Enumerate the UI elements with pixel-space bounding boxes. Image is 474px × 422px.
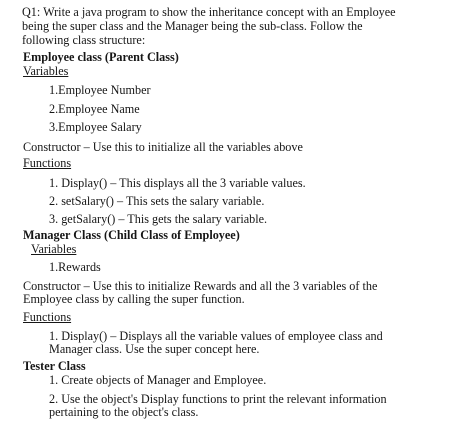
employee-constructor-text: Constructor – Use this to initialize all the variables above xyxy=(23,140,303,154)
manager-variables-label: Variables xyxy=(31,242,77,256)
manager-class-heading: Manager Class (Child Class of Employee) xyxy=(23,228,240,242)
manager-function-line-1: 1. Display() – Displays all the variable values of employee class and xyxy=(49,329,383,343)
manager-constructor-line-2: Employee class by calling the super function. xyxy=(23,292,245,306)
employee-class-heading: Employee class (Parent Class) xyxy=(23,50,179,64)
employee-variable-item: 1.Employee Number xyxy=(49,83,151,97)
tester-step-line-2: 2. Use the object's Display functions to print the relevant information xyxy=(49,392,387,406)
question-intro-line-1: Q1: Write a java program to show the inheritance concept with an Employee xyxy=(22,5,396,19)
question-intro-line-3: following class structure: xyxy=(22,33,146,47)
employee-function-item: 2. setSalary() – This sets the salary variable. xyxy=(49,194,265,208)
employee-function-item: 1. Display() – This displays all the 3 variable values. xyxy=(49,176,306,190)
employee-variable-item: 3.Employee Salary xyxy=(49,120,142,134)
employee-variable-item: 2.Employee Name xyxy=(49,102,140,116)
manager-functions-label: Functions xyxy=(23,310,72,324)
question-intro-line-2: being the super class and the Manager being the sub-class. Follow the xyxy=(22,19,363,33)
tester-step-line-1: 1. Create objects of Manager and Employee. xyxy=(49,373,267,387)
employee-functions-label: Functions xyxy=(23,156,72,170)
manager-variable-item: 1.Rewards xyxy=(49,260,101,274)
employee-function-item: 3. getSalary() – This gets the salary variable. xyxy=(49,212,268,226)
employee-variables-label: Variables xyxy=(23,64,69,78)
manager-function-line-2: Manager class. Use the super concept here. xyxy=(49,342,260,356)
manager-constructor-line-1: Constructor – Use this to initialize Rewards and all the 3 variables of the xyxy=(23,279,378,293)
tester-step-line-3: pertaining to the object's class. xyxy=(49,405,199,419)
tester-class-heading: Tester Class xyxy=(23,359,86,373)
